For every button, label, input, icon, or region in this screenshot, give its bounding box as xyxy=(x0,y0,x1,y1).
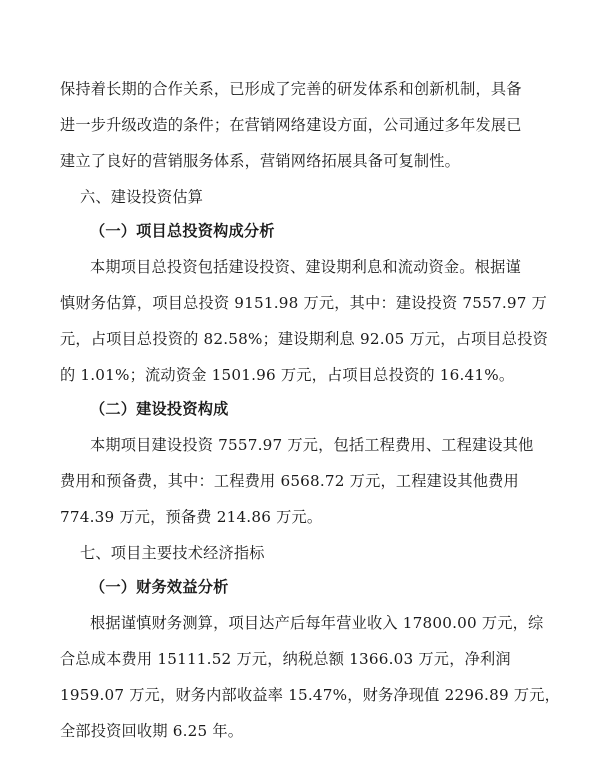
paragraph-line: 慎财务估算，项目总投资 9151.98 万元，其中：建设投资 7557.97 万 xyxy=(60,294,548,312)
section-heading xyxy=(80,542,560,564)
paragraph-line: 保持着长期的合作关系，已形成了完善的研发体系和创新机制，具备 xyxy=(60,80,522,98)
paragraph-line: 费用和预备费，其中：工程费用 6568.72 万元，工程建设其他费用 xyxy=(60,472,519,490)
paragraph-line: 建立了良好的营销服务体系，营销网络拓展具备可复制性。 xyxy=(60,152,461,170)
subsection-heading: （二）建设投资构成 xyxy=(90,400,229,418)
paragraph-line: 进一步升级改造的条件；在营销网络建设方面，公司通过多年发展已 xyxy=(60,116,522,134)
paragraph-line: 本期项目总投资包括建设投资、建设期利息和流动资金。根据谨 xyxy=(90,258,521,276)
subsection-heading: （一）项目总投资构成分析 xyxy=(90,222,275,240)
paragraph-line: 根据谨慎财务测算，项目达产后每年营业收入 17800.00 万元，综 xyxy=(90,614,544,632)
paragraph-line: 合总成本费用 15111.52 万元，纳税总额 1366.03 万元，净利润 xyxy=(60,650,511,668)
paragraph-line: 全部投资回收期 6.25 年。 xyxy=(60,722,244,740)
section-title: 七、项目主要技术经济指标 xyxy=(80,544,265,562)
paragraph-line: 1959.07 万元，财务内部收益率 15.47%，财务净现值 2296.89 万元， xyxy=(60,686,560,704)
subsection-heading: （一）财务效益分析 xyxy=(90,578,229,596)
paragraph-line: 774.39 万元，预备费 214.86 万元。 xyxy=(60,508,323,526)
section-heading xyxy=(80,186,560,208)
section-title: 六、建设投资估算 xyxy=(80,188,204,206)
paragraph-line: 元，占项目总投资的 82.58%；建设期利息 92.05 万元，占项目总投资 xyxy=(60,330,548,348)
paragraph-line: 本期项目建设投资 7557.97 万元，包括工程费用、工程建设其他 xyxy=(90,436,534,454)
paragraph-line: 的 1.01%；流动资金 1501.96 万元，占项目总投资的 16.41%。 xyxy=(60,366,515,384)
